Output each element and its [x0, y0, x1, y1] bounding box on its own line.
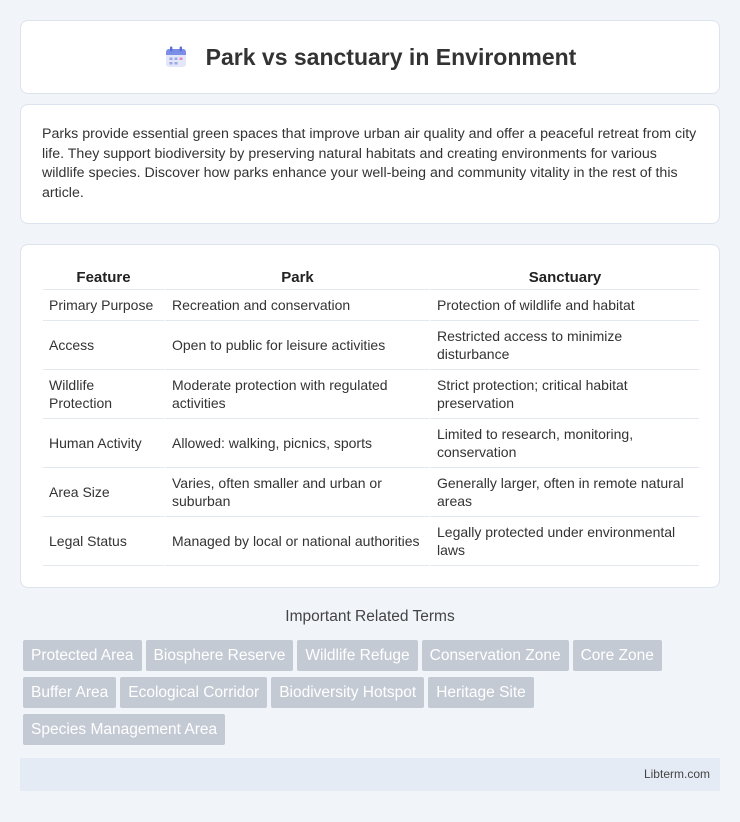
table-row — [43, 419, 699, 468]
page-title: Park vs sanctuary in Environment — [205, 43, 577, 70]
table-row — [43, 370, 699, 419]
footer-link[interactable]: Libterm.com — [643, 767, 710, 781]
cell-feature: Wildlife Protection — [43, 370, 164, 419]
cell-sanctuary: Strict protection; critical habitat preservation — [429, 370, 699, 419]
tag-wildlife-refuge[interactable]: Wildlife Refuge — [297, 640, 417, 671]
cell-park: Allowed: walking, picnics, sports — [164, 419, 429, 468]
tag-species-management-area[interactable]: Species Management Area — [23, 714, 225, 745]
tag-buffer-area[interactable]: Buffer Area — [23, 677, 116, 708]
tag-ecological-corridor[interactable]: Ecological Corridor — [120, 677, 267, 708]
table-row — [43, 321, 699, 370]
cell-park: Moderate protection with regulated activities — [164, 370, 429, 419]
cell-park: Recreation and conservation — [164, 290, 429, 321]
cell-feature: Legal Status — [43, 517, 164, 566]
cell-park: Varies, often smaller and urban or suburban — [164, 468, 429, 517]
cell-park: Managed by local or national authorities — [164, 517, 429, 566]
table-row — [43, 290, 699, 321]
intro-text: Parks provide essential green spaces that improve urban air quality and offer a peaceful retreat from city life. They support biodiversity by preserving natural habitats and creating environments for various wildlife species. Discover how parks enhance your well-being and community vitality in the rest of this article. — [42, 126, 697, 201]
tag-conservation-zone[interactable]: Conservation Zone — [422, 640, 569, 671]
header-park: Park — [164, 265, 429, 290]
header-sanctuary: Sanctuary — [429, 265, 699, 290]
related-terms-title: Important Related Terms — [285, 608, 455, 625]
cell-sanctuary: Generally larger, often in remote natural areas — [429, 468, 699, 517]
cell-feature: Primary Purpose — [43, 290, 164, 321]
cell-sanctuary: Restricted access to minimize disturbance — [429, 321, 699, 370]
tag-core-zone[interactable]: Core Zone — [573, 640, 662, 671]
cell-sanctuary: Limited to research, monitoring, conservation — [429, 419, 699, 468]
cell-feature: Human Activity — [43, 419, 164, 468]
tag-biodiversity-hotspot[interactable]: Biodiversity Hotspot — [271, 677, 424, 708]
table-header-row — [43, 265, 699, 290]
comparison-table — [43, 265, 699, 566]
related-terms-list — [23, 640, 723, 751]
cell-sanctuary: Protection of wildlife and habitat — [429, 290, 699, 321]
table-row — [43, 517, 699, 566]
cell-feature: Area Size — [43, 468, 164, 517]
comparison-table-card — [20, 244, 720, 588]
calendar-icon — [164, 45, 188, 69]
intro-card — [20, 104, 720, 224]
footer — [20, 758, 720, 791]
header-feature: Feature — [43, 265, 164, 290]
cell-sanctuary: Legally protected under environmental laws — [429, 517, 699, 566]
table-row — [43, 468, 699, 517]
cell-feature: Access — [43, 321, 164, 370]
header-card — [20, 20, 720, 94]
tag-biosphere-reserve[interactable]: Biosphere Reserve — [146, 640, 294, 671]
tag-protected-area[interactable]: Protected Area — [23, 640, 142, 671]
tag-heritage-site[interactable]: Heritage Site — [428, 677, 534, 708]
cell-park: Open to public for leisure activities — [164, 321, 429, 370]
